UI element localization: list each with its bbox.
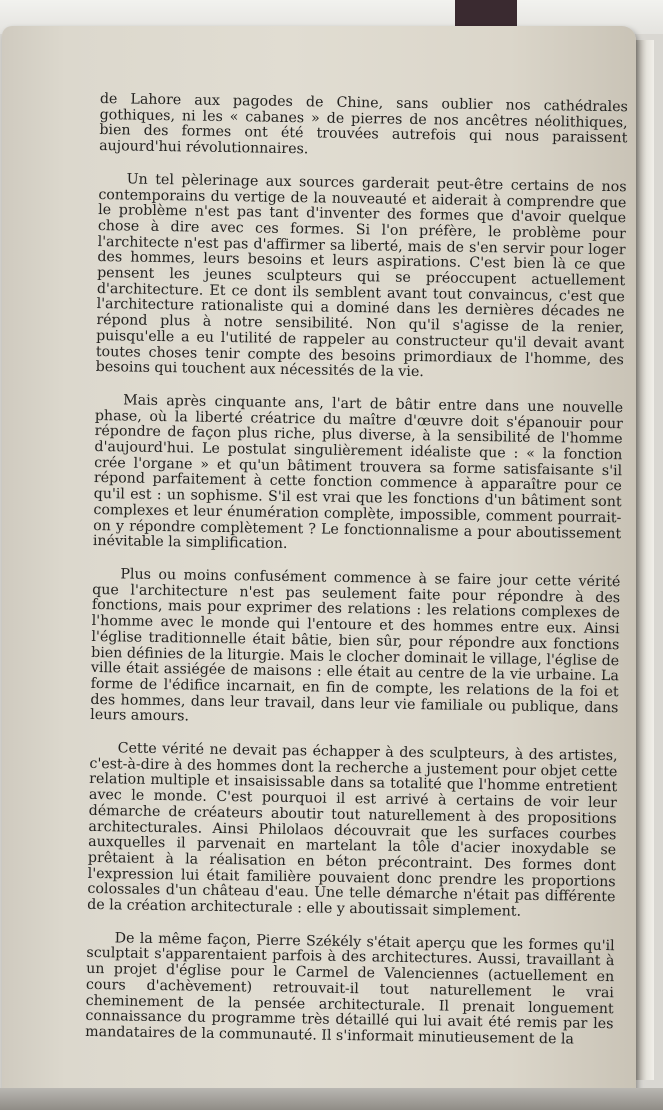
page-text: [84, 92, 627, 1090]
paragraph-4-text: Plus ou moins confusément commence à se faire jour cette vérité que l'architecture n'est pas seulement faite pour répondre à des fonctions, mais pour exprimer des relations : les relations complexes de l'homme avec le monde qui l'entoure et des hommes entre eux. Ainsi l'église traditionnelle était bâtie, bien sûr, pour répondre aux fonctions bien définies de la liturgie. Mais le clocher dominait le village, l'église de ville était assiégée de maisons : elle était au centre de la vie urbaine. La forme de l'édifice incarnait, en fin de compte, les relations de la foi et des hommes, dans leur travail, dans leur vie familiale ou publique, dans leurs amours.: [90, 566, 621, 725]
paragraph-3-text: Mais après cinquante ans, l'art de bâtir entre dans une nouvelle phase, où la liberté créatrice du maître d'œuvre doit s'épanouir pour répondre de façon plus riche, plus diverse, à la sensibilité de l'homme d'aujourd'hui. Le postulat singulièrement idéaliste que : « la fonction crée l'organe » et qu'un bâtiment trouvera sa forme satisfaisante s'il répond parfaitement à cette fonction commence à apparaître pour ce qu'il est : un sophisme. S'il est vrai que les fonctions d'un bâtiment sont complexes et leur énumération complète, impossible, comment pourrait-on y répondre complètement ? Le fonctionnalisme a pour aboutissement inévitable la simplification.: [92, 392, 624, 553]
paragraph-6: [85, 931, 615, 1049]
background-bottom: [0, 1088, 663, 1110]
paragraph-3: [93, 393, 623, 558]
paragraph-6-text: De la même façon, Pierre Székély s'était aperçu que les formes qu'il sculptait s'apparentaient parfois à des architectures. Aussi, travaillant à un projet d'église pour le Carmel de Valenciennes (actuellement en cours d'achèvement) retrouvait-il tout naturellement le vrai cheminement de la pensée architecturale. Il prenait longuement connaissance du programme très détaillé qui lui avait été remis par les mandataires de la communauté. Il s'informait minutieusement de la: [85, 930, 615, 1048]
paragraph-4: [90, 567, 620, 732]
paragraph-2: [96, 172, 627, 384]
paragraph-5: [87, 741, 618, 922]
paragraph-1: [99, 92, 628, 163]
paragraph-2-text: Un tel pèlerinage aux sources garderait peut-être certains de nos contemporains du vertige de la nouveauté et aiderait à comprendre que le problème n'est pas tant d'inventer des formes que d'avoir quelque chose à dire avec ces formes. Si l'on préfère, le problème pour l'architecte n'est pas d'affirmer sa liberté, mais de s'en servir pour loger des hommes, leurs besoins et leurs aspirations. C'est bien là ce que pensent les jeunes sculpteurs qui se préoccupent actuellement d'architecture. Et ce dont ils semblent avant tout convaincus, c'est que l'architecture rationaliste qui a dominé dans les dernières décades ne répond plus à notre sensibilité. Non qu'il s'agisse de la renier, puisqu'elle a eu l'utilité de rappeler au constructeur qu'il devait avant toutes choses tenir compte des besoins primordiaux de l'homme, des besoins qui touchent aux nécessités de la vie.: [95, 171, 627, 381]
paragraph-5-text: Cette vérité ne devait pas échapper à des sculpteurs, à des artistes, c'est-à-dire à des hommes dont la recherche a justement pour objet cette relation multiple et insaisissable dans sa totalité que l'homme entretient avec le monde. C'est pourquoi il est arrivé à certains de voir leur démarche de créateurs aboutir tout naturellement à des propositions architecturales. Ainsi Philolaos découvrait que les surfaces courbes auxquelles il parvenait en martelant la tôle d'acier inoxydable se prêtaient à la réalisation en béton précontraint. Des formes dont l'expression lui était familière pouvaient donc prendre les proportions colossales d'un château d'eau. Une telle démarche n'était pas différente de la création architecturale : elle y aboutissait simplement.: [87, 740, 618, 920]
paragraph-1-text: de Lahore aux pagodes de Chine, sans oublier nos cathédrales gothiques, ni les « cabanes » de pierres de nos ancêtres néolithiques, bien des formes ont été trouvées autrefois qui nous paraissent aujourd'hui révolutionnaires.: [99, 91, 628, 158]
page-stack-edge: [636, 40, 654, 1080]
